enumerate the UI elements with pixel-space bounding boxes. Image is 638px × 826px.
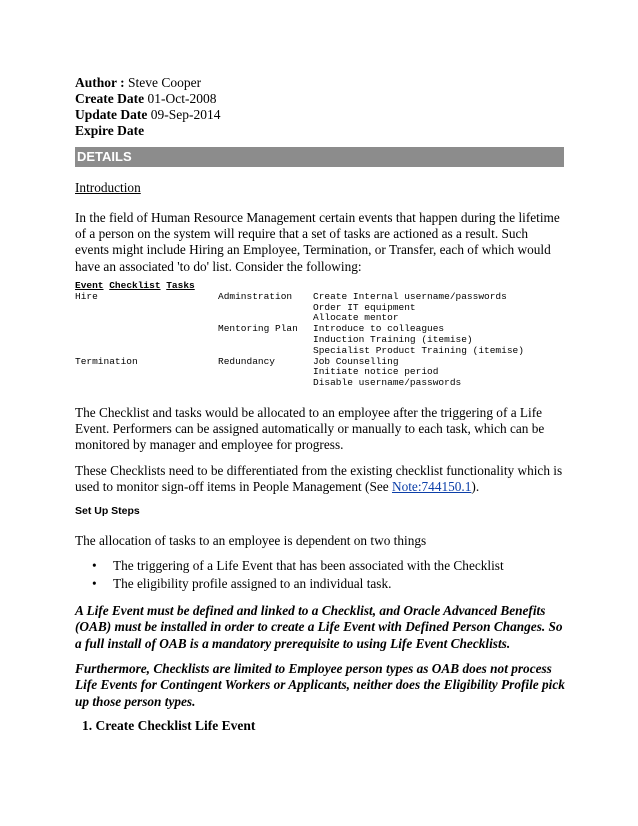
table-row	[75, 333, 473, 346]
setup-steps-heading: Set Up Steps	[75, 505, 140, 517]
checklist-paragraph: The Checklist and tasks would be allocated to an employee after the triggering of a Life Event. Performers can be assigned automatically or manually to each task, which can be monitored by manager and employee for progress.	[75, 405, 545, 453]
table-cell-task: Allocate mentor	[313, 312, 399, 324]
table-header-event: Event	[75, 280, 104, 291]
details-section-bar: DETAILS	[75, 147, 564, 167]
differentiated-text: These Checklists need to be differentiated from the existing checklist functionality which is used to monitor sign-off items in People Management (See	[75, 463, 563, 495]
table-cell-event: Hire	[75, 290, 98, 302]
bullet-icon: •	[92, 558, 97, 573]
table-cell-task: Disable username/passwords	[313, 377, 462, 389]
table-header-checklist: Checklist	[109, 280, 161, 291]
table-row	[75, 312, 399, 324]
table-cell-event: Termination	[75, 355, 138, 367]
update-date-row	[75, 107, 221, 123]
table-cell-task: Order IT equipment	[313, 301, 416, 313]
table-cell-task: Job Counselling	[313, 355, 399, 367]
author-label: Author :	[75, 75, 125, 90]
table-cell-checklist: Mentoring Plan	[218, 323, 298, 335]
author-row	[75, 75, 221, 91]
differentiated-text-end: ).	[471, 479, 480, 495]
update-date-value: 09-Sep-2014	[150, 107, 221, 122]
table-cell-task: Initiate notice period	[313, 366, 439, 378]
step-heading: 1. Create Checklist Life Event	[82, 718, 256, 733]
list-item-text: The eligibility profile assigned to an individual task.	[113, 575, 392, 591]
table-row	[75, 290, 507, 303]
list-item	[92, 575, 504, 593]
table-row	[75, 301, 416, 314]
table-cell-checklist: Redundancy	[218, 355, 276, 367]
table-row	[75, 355, 399, 368]
table-cell-task: Induction Training (itemise)	[313, 333, 473, 345]
event-checklist-table	[75, 280, 524, 389]
bullet-icon: •	[92, 575, 97, 591]
create-date-value: 01-Oct-2008	[147, 91, 217, 106]
table-row	[75, 323, 445, 335]
list-item	[92, 557, 504, 575]
differentiated-paragraph	[75, 463, 565, 495]
table-header-tasks: Tasks	[166, 280, 195, 291]
bullet-list	[92, 557, 504, 592]
create-date-row	[75, 91, 221, 107]
table-row	[75, 366, 439, 378]
update-date-label: Update Date	[75, 107, 148, 122]
introduction-heading: Introduction	[75, 180, 141, 195]
list-item-text: The triggering of a Life Event that has been associated with the Checklist	[113, 558, 504, 573]
table-cell-checklist: Adminstration	[218, 290, 293, 302]
introduction-paragraph: In the field of Human Resource Management certain events that happen during the lifetime of a person on the system will require that a set of tasks are actioned as a result. Such events might include Hiring an Employee, Termination, or Transfer, each of which would have an associated 'to do' list. Consider the following:	[75, 210, 560, 274]
create-date-label: Create Date	[75, 91, 145, 106]
oab-requirement-paragraph: A Life Event must be defined and linked to a Checklist, and Oracle Advanced Benefits (OAB) must be installed in order to create a Life Event with Defined Person Changes. So a full install of OAB is a mandatory prerequisite to using Life Event Checklists.	[75, 603, 563, 651]
author-value: Steve Cooper	[128, 75, 202, 90]
table-cell-task: Create Internal username/passwords	[313, 290, 507, 302]
person-types-paragraph: Furthermore, Checklists are limited to Employee person types as OAB does not process Life Events for Contingent Workers or Applicants, neither does the Eligibility Profile pick up those person types.	[75, 661, 565, 709]
note-link[interactable]: Note:744150.1	[391, 479, 472, 495]
table-cell-task: Specialist Product Training (itemise)	[313, 344, 524, 356]
table-row	[75, 344, 524, 357]
document-metadata	[75, 75, 221, 139]
expire-date-row	[75, 123, 221, 139]
table-cell-task: Introduce to colleagues	[313, 323, 445, 335]
allocation-paragraph: The allocation of tasks to an employee is dependent on two things	[75, 533, 427, 548]
expire-date-label: Expire Date	[75, 123, 145, 138]
table-row	[75, 377, 462, 389]
